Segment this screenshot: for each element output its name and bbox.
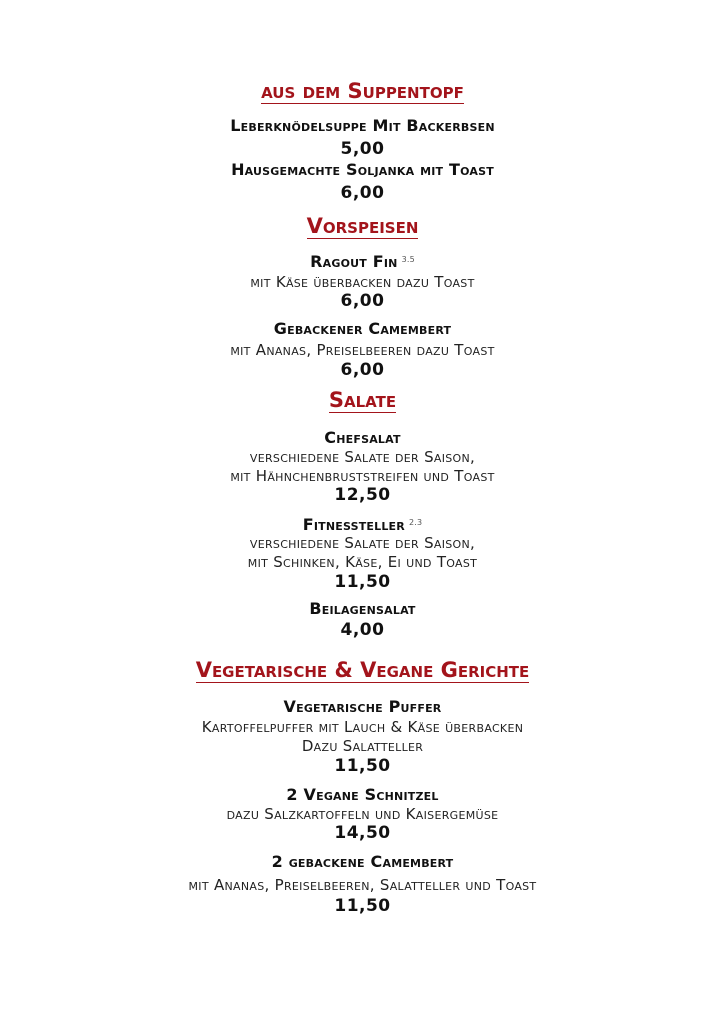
item-description: mit Ananas, Preiselbeeren dazu Toast (230, 341, 495, 359)
item-name: Leberknödelsuppe Mit Backerbsen (230, 116, 495, 135)
item-description: mit Ananas, Preiselbeeren, Salatteller und Toast (188, 876, 537, 894)
item-name: Hausgemachte Soljanka mit Toast (231, 160, 494, 179)
section-heading-soups: aus dem Suppentopf (261, 79, 464, 103)
item-name: Vegetarische Puffer (283, 697, 442, 716)
item-description: dazu Salzkartoffeln und Kaisergemüse (226, 805, 499, 823)
item-name-with-allergens: Fitnessteller $^{2.3}$ (302, 515, 423, 534)
item-description: verschiedene Salate der Saison, (249, 534, 476, 552)
item-description: mit Schinken, Käse, Ei und Toast (247, 553, 478, 571)
item-description: verschiedene Salate der Saison, (249, 448, 476, 466)
allergen-codes: 3.5 (401, 255, 415, 264)
item-price: 11,50 (334, 756, 391, 776)
allergen-codes: 2.3 (408, 518, 423, 527)
section-heading-salads: Salate (328, 388, 397, 412)
item-description: Dazu Salatteller (301, 737, 424, 755)
item-price: 6,00 (340, 291, 385, 311)
section-heading-starters: Vorspeisen (306, 214, 419, 238)
item-price: 6,00 (340, 183, 385, 203)
item-price: 5,00 (340, 139, 385, 159)
item-name-with-allergens: Ragout Fin $^{3.5}$ (310, 252, 415, 271)
item-price: 12,50 (334, 485, 391, 505)
section-heading-vegetarian: Vegetarische & Vegane Gerichte (195, 658, 530, 682)
item-price: 14,50 (334, 823, 391, 843)
item-description: Kartoffelpuffer mit Lauch & Käse überbacken (201, 718, 524, 736)
item-price: 11,50 (334, 572, 391, 592)
item-price: 4,00 (340, 620, 385, 640)
item-description: mit Hähnchenbruststreifen und Toast (230, 467, 495, 485)
item-description: mit Käse überbacken dazu Toast (250, 273, 475, 291)
item-name: Beilagensalat (309, 599, 416, 618)
item-name: 2 gebackene Camembert (271, 852, 454, 871)
item-price: 6,00 (340, 360, 385, 380)
item-name: 2 Vegane Schnitzel (286, 785, 439, 804)
item-name: Chefsalat (324, 428, 401, 447)
item-price: 11,50 (334, 896, 391, 916)
item-name: Gebackener Camembert (273, 319, 452, 338)
